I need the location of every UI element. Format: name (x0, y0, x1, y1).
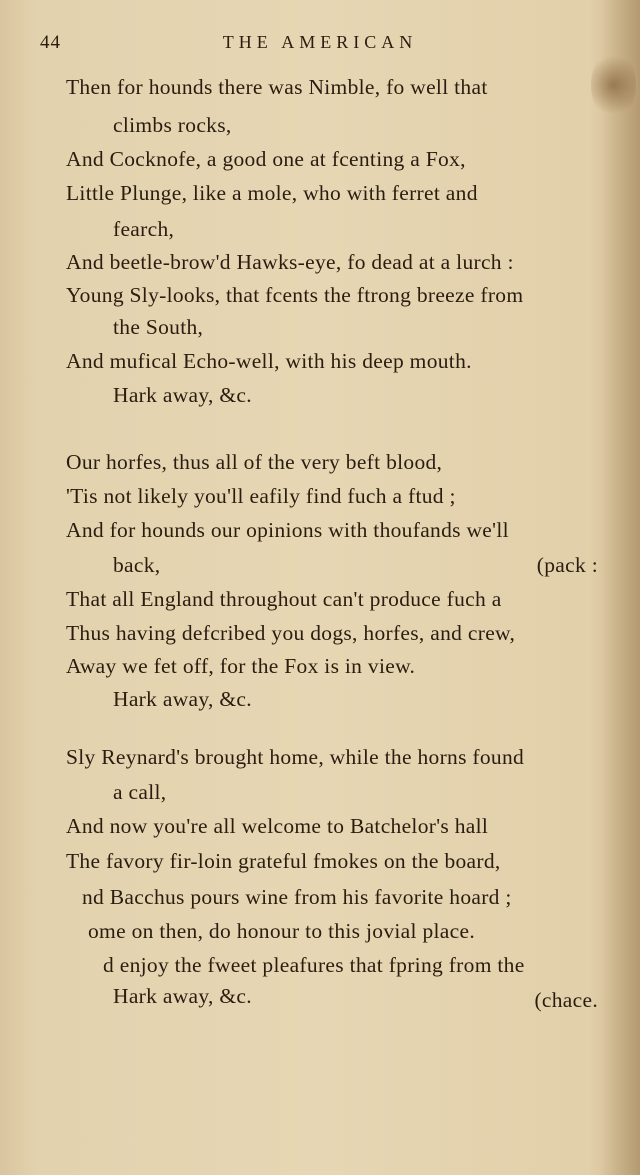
verse-line: the South, (113, 315, 204, 339)
verse-line: d enjoy the fweet pleafures that fpring from the (103, 953, 525, 977)
verse-line: Our horfes, thus all of the very beft blood, (66, 450, 443, 474)
verse-line: nd Bacchus pours wine from his favorite hoard ; (82, 885, 512, 909)
verse-line: climbs rocks, (113, 113, 232, 137)
verse-line: a call, (113, 780, 167, 804)
verse-line: Then for hounds there was Nimble, fo well that (66, 75, 488, 99)
page-number: 44 (40, 32, 61, 53)
verse-line: And mufical Echo-well, with his deep mouth. (66, 349, 472, 373)
page-stain (591, 50, 636, 120)
verse-line: Away we fet off, for the Fox is in view. (66, 654, 416, 678)
verse-turnover: (chace. (534, 988, 598, 1012)
verse-line: And beetle-brow'd Hawks-eye, fo dead at a lurch : (66, 250, 514, 274)
verse-line: Young Sly-looks, that fcents the ftrong breeze from (66, 283, 524, 307)
verse-line: And now you're all welcome to Batchelor's hall (66, 814, 489, 838)
verse-turnover: (pack : (536, 553, 598, 577)
verse-line: Thus having defcribed you dogs, horfes, and crew, (66, 621, 516, 645)
verse-line: fearch, (113, 217, 175, 241)
verse-refrain: Hark away, &c. (113, 383, 252, 407)
page-edge-shadow (600, 0, 640, 1175)
verse-line: ome on then, do honour to this jovial place. (88, 919, 475, 943)
verse-line: And for hounds our opinions with thoufands we'll (66, 518, 509, 542)
verse-line: And Cocknofe, a good one at fcenting a Fox, (66, 147, 466, 171)
verse-refrain: Hark away, &c. (113, 687, 252, 711)
verse-refrain: Hark away, &c. (113, 984, 252, 1008)
verse-line: The favory fir-loin grateful fmokes on the board, (66, 849, 501, 873)
verse-line: 'Tis not likely you'll eafily find fuch a ftud ; (66, 484, 456, 508)
verse-line: That all England throughout can't produce fuch a (66, 587, 502, 611)
verse-line: Sly Reynard's brought home, while the horns found (66, 745, 525, 769)
running-head: THE AMERICAN (222, 32, 418, 52)
verse-line: back, (113, 553, 161, 577)
verse-line: Little Plunge, like a mole, who with ferret and (66, 181, 478, 205)
